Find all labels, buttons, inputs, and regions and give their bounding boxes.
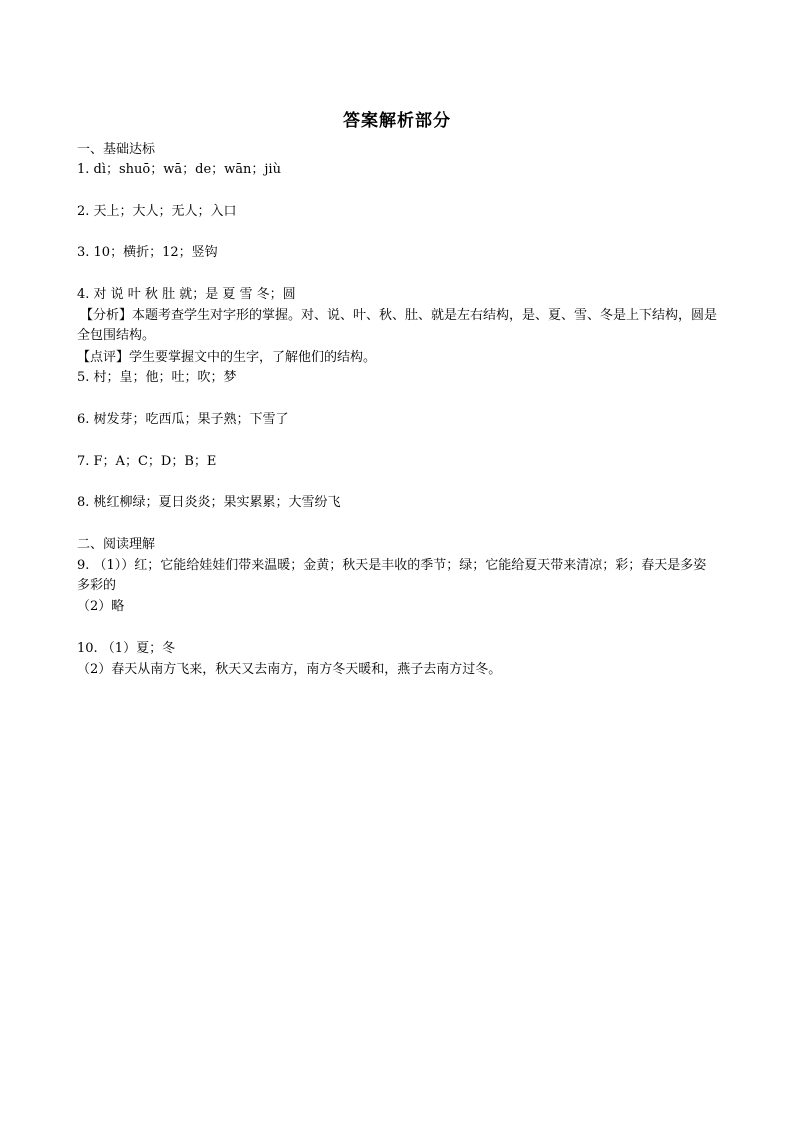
answer-8: 8. 桃红柳绿；夏日炎炎；果实累累；大雪纷飞 <box>77 495 341 510</box>
answer-3: 3. 10；横折；12；竖钩 <box>77 245 218 260</box>
answer-9-part2: （2）略 <box>77 599 125 614</box>
answer-10-part1: 10. （1）夏；冬 <box>77 641 176 656</box>
answer-2: 2. 天上；大人；无人；入口 <box>77 204 237 219</box>
answer-4: 4. 对 说 叶 秋 肚 就；是 夏 雪 冬；圆 <box>77 287 296 302</box>
answer-4-comment: 【点评】学生要掌握文中的生字，了解他们的结构。 <box>77 350 377 365</box>
answer-10-part2: （2）春天从南方飞来，秋天又去南方，南方冬天暖和，燕子去南方过冬。 <box>77 662 502 677</box>
answer-1: 1. dì；shuō；wā；de；wān；jiù <box>77 162 281 177</box>
section-heading-basic: 一、基础达标 <box>77 142 156 157</box>
answer-4-analysis: 【分析】本题考查学生对字形的掌握。对、说、叶、秋、肚、就是左右结构，是、夏、雪、冬是上下结构，圆是全包围结构。 <box>77 308 718 343</box>
answer-9-part1: 9. （1））红；它能给娃娃们带来温暖；金黄；秋天是丰收的季节；绿；它能给夏天带来清凉；彩；春天是多姿多彩的 <box>77 558 707 593</box>
page-title: 答案解析部分 <box>343 111 451 131</box>
answer-6: 6. 树发芽；吃西瓜；果子熟；下雪了 <box>77 412 289 427</box>
answer-7: 7. F；A；C；D；B；E <box>77 454 217 469</box>
section-heading-reading: 二、阅读理解 <box>77 537 156 552</box>
answer-5: 5. 村；皇；他；吐；吹；梦 <box>77 370 237 385</box>
